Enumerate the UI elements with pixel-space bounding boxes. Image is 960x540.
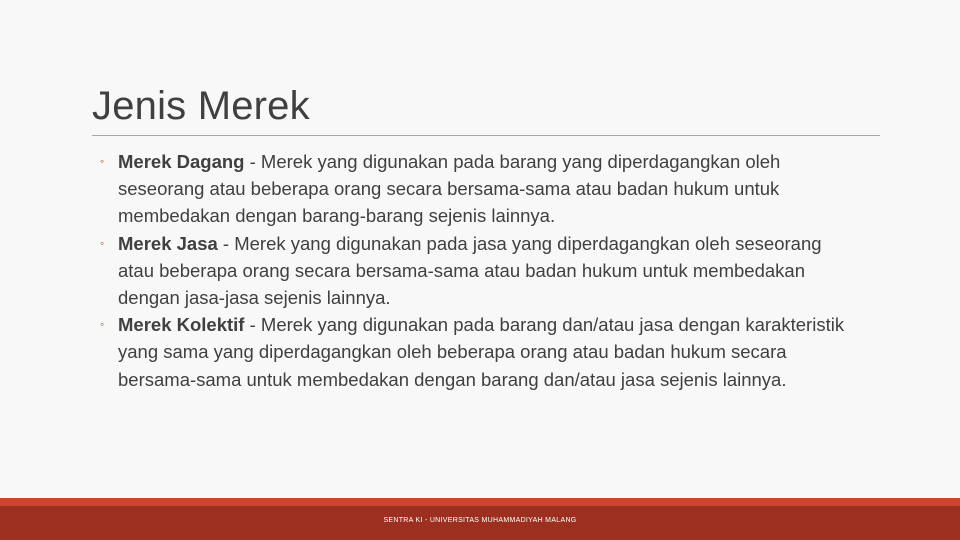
footer-band [0, 498, 960, 540]
bullet-marker-icon: ◦ [100, 235, 105, 250]
footer-text: SENTRA KI - UNIVERSITAS MUHAMMADIYAH MALANG [383, 517, 577, 524]
bullet-text: Merek yang digunakan pada barang yang diperdagangkan oleh seseorang atau beberapa orang secara bersama-sama atau badan hukum untuk membedakan dengan barang-barang sejenis lainnya. [118, 151, 781, 227]
bullet-text: Merek yang digunakan pada jasa yang diperdagangkan oleh seseorang atau beberapa orang secara bersama-sama atau badan hukum untuk membedakan dengan jasa-jasa sejenis lainnya. [118, 232, 822, 309]
bullet-term: Merek Jasa [118, 232, 218, 254]
bullet-item-merek-jasa [100, 230, 860, 312]
title-divider [92, 135, 880, 136]
bullet-separator: - [244, 314, 261, 336]
bullet-marker-icon: ◦ [100, 317, 105, 332]
bullet-marker-icon: ◦ [100, 154, 105, 168]
bullet-separator: - [244, 151, 261, 172]
bullet-term: Merek Dagang [118, 151, 245, 172]
slide-title: Jenis Merek [92, 84, 310, 128]
footer-accent-strip [0, 498, 960, 506]
bullet-item-merek-dagang [100, 148, 860, 230]
bullet-separator: - [217, 232, 235, 254]
bullet-item-merek-kolektif [100, 311, 860, 393]
bullet-text: Merek yang digunakan pada barang dan/atau jasa dengan karakteristik yang sama yang diperdagangkan oleh beberapa orang atau badan hukum secara bersama-sama untuk membedakan dengan barang dan/atau jasa sejenis lainnya. [118, 314, 845, 390]
bullet-list [100, 148, 860, 393]
bullet-term: Merek Kolektif [118, 314, 245, 336]
